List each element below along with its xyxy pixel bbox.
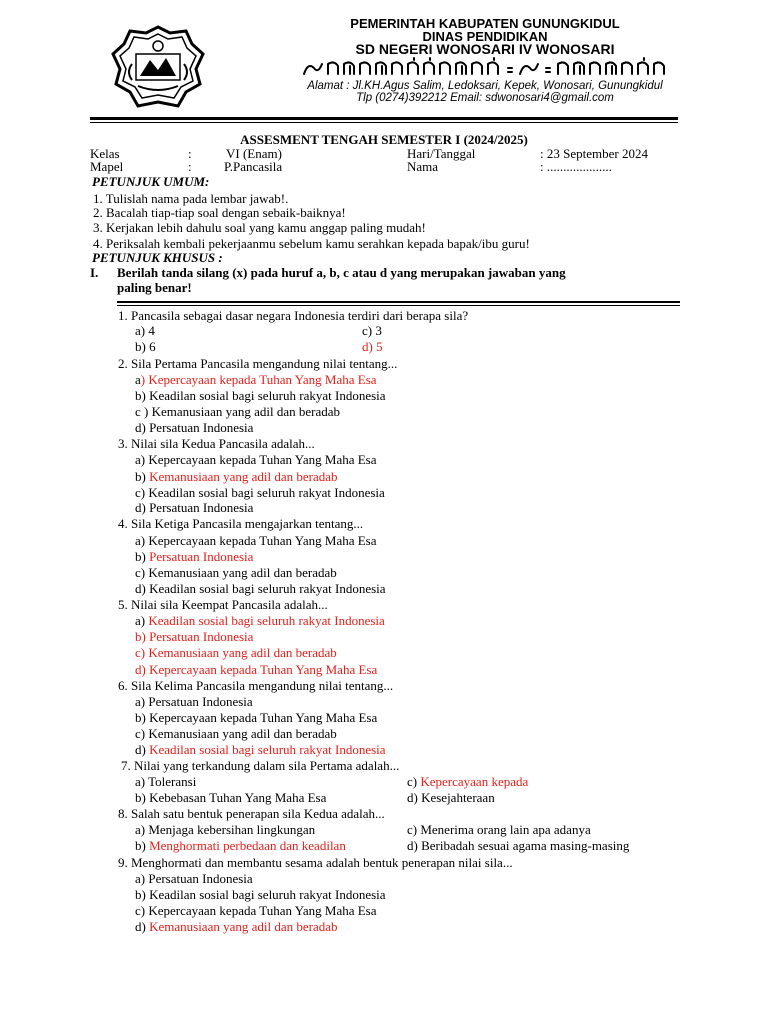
header-rule-thick xyxy=(90,117,678,120)
question-3-option-b[interactable] xyxy=(135,469,338,485)
question-8-option-a[interactable]: a) Menjaga kebersihan lingkungan xyxy=(135,822,316,837)
school-address: Alamat : Jl.KH.Agus Salim, Ledoksari, Kepek, Wonosari, Gunungkidul xyxy=(307,80,663,92)
question-7-option-c[interactable] xyxy=(407,774,528,790)
option-answer-text: Kepercayaan kepada xyxy=(420,774,529,789)
section-rule-thick xyxy=(117,301,680,303)
question-6-option-d[interactable] xyxy=(135,742,386,758)
question-1-option-a[interactable]: a) 4 xyxy=(135,323,155,338)
option-answer-text: Persatuan Indonesia xyxy=(149,549,254,564)
option-letter: b) xyxy=(135,469,150,484)
question-2-option-c[interactable]: c ) Kemanusiaan yang adil dan beradab xyxy=(135,404,341,419)
question-6-text: 6. Sila Kelima Pancasila mengandung nilai tentang... xyxy=(118,678,394,693)
question-5-option-c[interactable]: c) Kemanusiaan yang adil dan beradab xyxy=(135,645,337,660)
nama-label: Nama xyxy=(407,159,439,174)
question-7-option-a[interactable]: a) Toleransi xyxy=(135,774,197,789)
question-3-option-d[interactable]: d) Persatuan Indonesia xyxy=(135,500,254,515)
question-1-option-d[interactable]: d) 5 xyxy=(362,339,383,354)
question-6-option-b[interactable]: b) Kepercayaan kepada Tuhan Yang Maha Esa xyxy=(135,710,378,725)
mapel-label: Mapel xyxy=(90,159,124,174)
question-8-option-b[interactable] xyxy=(135,838,346,854)
question-3-option-a[interactable]: a) Kepercayaan kepada Tuhan Yang Maha Esa xyxy=(135,452,377,467)
exam-title: ASSESMENT TENGAH SEMESTER I (2024/2025) xyxy=(240,132,528,147)
question-4-option-b[interactable] xyxy=(135,549,253,565)
question-4-option-c[interactable]: c) Kemanusiaan yang adil dan beradab xyxy=(135,565,337,580)
option-answer-text: Kemanusiaan yang adil dan beradab xyxy=(149,469,338,484)
option-letter: d) xyxy=(135,919,150,934)
question-6-option-c[interactable]: c) Kemanusiaan yang adil dan beradab xyxy=(135,726,337,741)
school-name: SD NEGERI WONOSARI IV WONOSARI xyxy=(355,41,615,57)
school-contact: Tlp (0274)392212 Email: sdwonosari4@gmail.com xyxy=(356,92,614,104)
kelas-value: VI (Enam) xyxy=(226,146,282,161)
question-2-option-d[interactable]: d) Persatuan Indonesia xyxy=(135,420,254,435)
question-1-text: 1. Pancasila sebagai dasar negara Indonesia terdiri dari berapa sila? xyxy=(118,308,469,323)
question-5-text: 5. Nilai sila Keempat Pancasila adalah... xyxy=(118,597,328,612)
question-5-option-d[interactable]: d) Kepercayaan kepada Tuhan Yang Maha Esa xyxy=(135,662,378,677)
special-instruction-line-1: Berilah tanda silang (x) pada huruf a, b, c atau d yang merupakan jawaban yang xyxy=(117,265,566,280)
question-1-option-c[interactable]: c) 3 xyxy=(362,323,382,338)
option-letter: b) xyxy=(135,838,150,853)
option-letter: c) xyxy=(407,774,421,789)
question-9-option-c[interactable]: c) Kepercayaan kepada Tuhan Yang Maha Esa xyxy=(135,903,377,918)
question-3-option-c[interactable]: c) Keadilan sosial bagi seluruh rakyat Indonesia xyxy=(135,485,385,500)
question-6-option-a[interactable]: a) Persatuan Indonesia xyxy=(135,694,253,709)
option-letter: b) xyxy=(135,549,150,564)
question-5-option-a[interactable] xyxy=(135,613,385,629)
option-letter: d) xyxy=(135,742,150,757)
section-rule-thin xyxy=(117,305,680,306)
general-instruction-4: 4. Periksalah kembali pekerjaanmu sebelum kamu serahkan kepada bapak/ibu guru! xyxy=(93,236,530,251)
question-4-text: 4. Sila Ketiga Pancasila mengajarkan tentang... xyxy=(118,516,364,531)
question-1-option-b[interactable]: b) 6 xyxy=(135,339,156,354)
general-instruction-2: 2. Bacalah tiap-tiap soal dengan sebaik-baiknya! xyxy=(93,205,346,220)
question-4-option-a[interactable]: a) Kepercayaan kepada Tuhan Yang Maha Esa xyxy=(135,533,377,548)
question-5-option-b[interactable]: b) Persatuan Indonesia xyxy=(135,629,254,644)
option-answer-text: Kemanusiaan yang adil dan beradab xyxy=(149,919,338,934)
question-9-option-a[interactable]: a) Persatuan Indonesia xyxy=(135,871,253,886)
question-9-option-b[interactable]: b) Keadilan sosial bagi seluruh rakyat Indonesia xyxy=(135,887,386,902)
question-8-text: 8. Salah satu bentuk penerapan sila Kedua adalah... xyxy=(118,806,385,821)
kelas-label: Kelas xyxy=(90,146,120,161)
hari-value: : 23 September 2024 xyxy=(540,146,648,161)
option-letter: a xyxy=(135,372,141,387)
question-2-option-a[interactable] xyxy=(135,372,377,388)
option-answer-text: Keadilan sosial bagi seluruh rakyat Indonesia xyxy=(148,613,385,628)
general-instructions-title: PETUNJUK UMUM: xyxy=(92,174,210,189)
kelas-separator: : xyxy=(188,146,192,161)
special-instruction-line-2: paling benar! xyxy=(117,280,192,295)
option-answer-text: Keadilan sosial bagi seluruh rakyat Indonesia xyxy=(149,742,386,757)
mapel-value: P.Pancasila xyxy=(224,159,283,174)
option-letter: a) xyxy=(135,613,149,628)
general-instruction-3: 3. Kerjakan lebih dahulu soal yang kamu anggap paling mudah! xyxy=(93,220,426,235)
question-7-option-b[interactable]: b) Kebebasan Tuhan Yang Maha Esa xyxy=(135,790,327,805)
question-2-option-b[interactable]: b) Keadilan sosial bagi seluruh rakyat Indonesia xyxy=(135,388,386,403)
question-9-text: 9. Menghormati dan membantu sesama adalah bentuk penerapan nilai sila... xyxy=(118,855,513,870)
question-3-text: 3. Nilai sila Kedua Pancasila adalah... xyxy=(118,436,315,451)
hari-label: Hari/Tanggal xyxy=(407,146,476,161)
question-9-option-d[interactable] xyxy=(135,919,338,935)
option-answer-text: ) Kepercayaan kepada Tuhan Yang Maha Esa xyxy=(140,372,377,387)
question-4-option-d[interactable]: d) Keadilan sosial bagi seluruh rakyat Indonesia xyxy=(135,581,386,596)
section-roman-numeral: I. xyxy=(90,265,99,280)
general-instruction-1: 1. Tulislah nama pada lembar jawab!. xyxy=(93,191,289,206)
question-7-text: 7. Nilai yang terkandung dalam sila Pertama adalah... xyxy=(121,758,400,773)
option-answer-text: Menghormati perbedaan dan keadilan xyxy=(149,838,346,853)
special-instructions-title: PETUNJUK KHUSUS : xyxy=(92,250,223,265)
mapel-separator: : xyxy=(188,159,192,174)
institution-line-2: DINAS PENDIDIKAN xyxy=(422,29,548,44)
institution-line-1: PEMERINTAH KABUPATEN GUNUNGKIDUL xyxy=(350,16,620,31)
header-rule-thin xyxy=(90,122,678,123)
question-7-option-d[interactable]: d) Kesejahteraan xyxy=(407,790,495,805)
nama-value[interactable]: : .................... xyxy=(540,159,612,174)
question-8-option-c[interactable]: c) Menerima orang lain apa adanya xyxy=(407,822,591,837)
question-8-option-d[interactable]: d) Beribadah sesuai agama masing-masing xyxy=(407,838,630,853)
regency-emblem-icon xyxy=(110,24,206,110)
javanese-script-line xyxy=(300,56,670,80)
question-2-text: 2. Sila Pertama Pancasila mengandung nilai tentang... xyxy=(118,356,398,371)
